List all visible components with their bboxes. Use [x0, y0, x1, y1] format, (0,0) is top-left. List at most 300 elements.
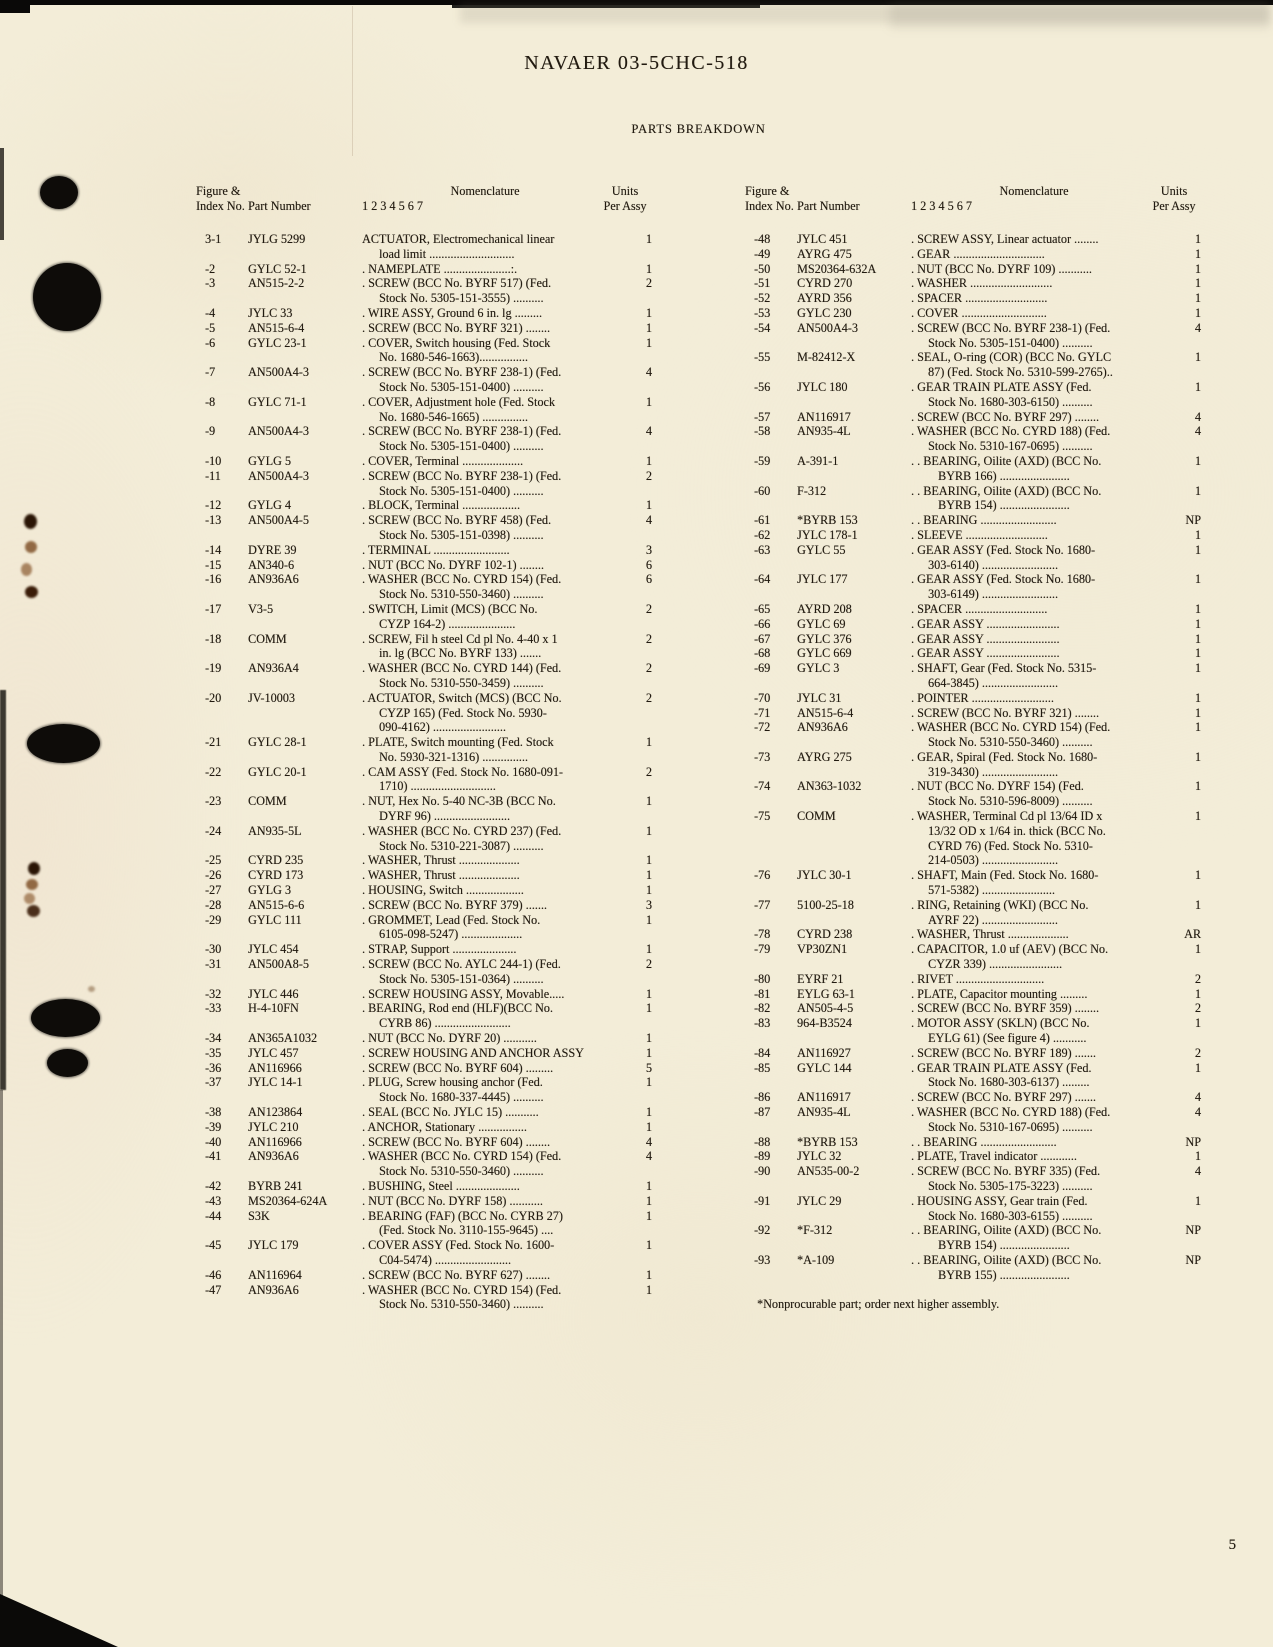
table-row — [196, 454, 652, 469]
nomenclature-line: . COVER, Switch housing (Fed. Stock — [362, 335, 551, 350]
nomenclature-line: . SCREW, Fil h steel Cd pl No. 4-40 x 1 — [362, 631, 558, 646]
nomenclature-cell — [362, 395, 608, 425]
nomenclature-line: . ACTUATOR, Switch (MCS) (BCC No. — [362, 690, 562, 705]
figure-index-cell: -43 — [205, 1193, 222, 1208]
nomenclature-line: . SEAL, O-ring (COR) (BCC No. GYLC — [911, 350, 1112, 365]
table-row — [196, 1268, 652, 1283]
nomenclature-line: . WASHER (BCC No. CYRD 154) (Fed. — [911, 720, 1111, 735]
nomenclature-line: . SCREW (BCC No. BYRF 627) ........ — [362, 1267, 551, 1282]
nomenclature-line: . . BEARING, Oilite (AXD) (BCC No. — [911, 483, 1102, 498]
part-number-cell: GYLC 3 — [797, 661, 840, 676]
table-row — [196, 321, 652, 336]
part-number-cell: AN936A6 — [797, 720, 848, 735]
nomenclature-line: 303-6149) ......................... — [928, 587, 1058, 602]
figure-index-cell: -16 — [205, 572, 222, 587]
table-row — [745, 572, 1205, 602]
part-number-cell: AN935-4L — [797, 424, 851, 439]
figure-index-cell: -82 — [754, 1001, 771, 1016]
figure-index-cell: -48 — [754, 232, 771, 246]
nomenclature-line: in. lg (BCC No. BYRF 133) ....... — [379, 646, 542, 661]
units-cell: NP — [1185, 1252, 1201, 1267]
figure-index-cell: -77 — [754, 897, 771, 912]
units-cell: 4 — [1194, 1105, 1201, 1120]
table-row — [196, 262, 652, 277]
nomenclature-line: Stock No. 5305-151-0364) .......... — [379, 971, 544, 986]
figure-index-cell: -24 — [205, 823, 222, 838]
part-number-cell: GYLC 23-1 — [248, 335, 307, 350]
figure-index-cell: -29 — [205, 912, 222, 927]
part-number-cell: AN500A4-3 — [248, 424, 309, 439]
nomenclature-line: . SHAFT, Gear (Fed. Stock No. 5315- — [911, 661, 1097, 676]
nomenclature-line: . SCREW (BCC No. AYLC 244-1) (Fed. — [362, 957, 561, 972]
nomenclature-line: 87) (Fed. Stock No. 5310-599-2765).. — [928, 365, 1113, 380]
table-header — [196, 184, 652, 214]
nomenclature-cell — [362, 454, 608, 469]
nomenclature-line: CYRD 76) (Fed. Stock No. 5310- — [928, 838, 1093, 853]
figure-index-cell: -41 — [205, 1149, 222, 1164]
table-row — [745, 898, 1205, 928]
units-cell: 1 — [645, 1267, 652, 1282]
figure-index-cell: -3 — [205, 276, 216, 291]
table-row — [196, 395, 652, 425]
table-row — [196, 276, 652, 306]
nomenclature-line: 214-0503) ......................... — [928, 853, 1058, 868]
figure-index-cell: -64 — [754, 572, 771, 587]
part-number-cell: AN123864 — [248, 1105, 303, 1120]
table-row — [745, 484, 1205, 514]
part-number-cell: AYRD 208 — [797, 601, 852, 616]
units-cell: 2 — [645, 601, 652, 616]
figure-index-cell: -87 — [754, 1105, 771, 1120]
units-cell: 1 — [645, 1075, 652, 1090]
nomenclature-line: Stock No. 1680-303-6150) .......... — [928, 394, 1093, 409]
nomenclature-line: . COVER ASSY (Fed. Stock No. 1600- — [362, 1238, 555, 1253]
parts-table-body — [196, 232, 652, 1312]
nomenclature-line: No. 5930-321-1316) ............... — [379, 749, 528, 764]
nomenclature-line: . . BEARING, Oilite (AXD) (BCC No. — [911, 453, 1102, 468]
part-number-cell: JYLC 14-1 — [248, 1075, 303, 1090]
ink-smudge — [24, 893, 35, 904]
scan-edge-left — [0, 1090, 3, 1610]
part-number-cell: JYLC 29 — [797, 1193, 842, 1208]
figure-index-cell: -80 — [754, 971, 771, 986]
table-row — [196, 498, 652, 513]
figure-index-cell: -49 — [754, 246, 771, 261]
part-number-cell: AN363-1032 — [797, 779, 862, 794]
figure-index-cell: -51 — [754, 276, 771, 291]
part-number-cell: GYLC 111 — [248, 912, 302, 927]
figure-index-cell: -56 — [754, 379, 771, 394]
part-number-cell: AYRD 356 — [797, 291, 852, 306]
table-row — [745, 1253, 1205, 1283]
units-cell: 1 — [645, 1208, 652, 1223]
units-cell: 5 — [645, 1060, 652, 1075]
nomenclature-line: . NUT (BCC No. DYRF 20) ........... — [362, 1031, 537, 1046]
figure-index-cell: -32 — [205, 986, 222, 1001]
table-row — [196, 1194, 652, 1209]
part-number-cell: VP30ZN1 — [797, 942, 848, 957]
nomenclature-line: 303-6140) ......................... — [928, 557, 1058, 572]
table-row — [745, 972, 1205, 987]
figure-index-cell: -13 — [205, 513, 222, 528]
units-cell: 6 — [645, 572, 652, 587]
nomenclature-cell — [362, 661, 608, 691]
figure-index-cell: -19 — [205, 661, 222, 676]
figure-index-cell: -85 — [754, 1060, 771, 1075]
nomenclature-cell — [362, 336, 608, 366]
figure-index-cell: -5 — [205, 320, 216, 335]
units-cell: 1 — [1194, 779, 1201, 794]
nomenclature-cell — [362, 1075, 608, 1105]
nomenclature-cell — [362, 1283, 608, 1313]
table-row — [745, 262, 1205, 277]
figure-index-cell: -27 — [205, 883, 222, 898]
nomenclature-line: Stock No. 5310-550-3460) .......... — [379, 1297, 544, 1312]
figure-index-cell: -18 — [205, 631, 222, 646]
table-row — [196, 691, 652, 735]
units-cell: 1 — [1194, 291, 1201, 306]
part-number-cell: GYLG 3 — [248, 883, 291, 898]
nomenclature-line: . HOUSING ASSY, Gear train (Fed. — [911, 1193, 1088, 1208]
nomenclature-cell — [911, 528, 1157, 543]
table-row — [196, 1031, 652, 1046]
part-number-cell: MS20364-632A — [797, 261, 877, 276]
units-cell: 1 — [645, 1105, 652, 1120]
figure-index-cell: -17 — [205, 601, 222, 616]
part-number-cell: CYRD 235 — [248, 853, 304, 868]
nomenclature-cell — [911, 632, 1157, 647]
units-cell: 4 — [645, 424, 652, 439]
figure-index-cell: -40 — [205, 1134, 222, 1149]
units-cell: 4 — [645, 365, 652, 380]
nomenclature-cell — [362, 321, 608, 336]
nomenclature-line: Stock No. 5310-550-3460) .......... — [379, 1164, 544, 1179]
nomenclature-line: . SCREW ASSY, Linear actuator ........ — [911, 232, 1099, 246]
part-number-cell: GYLC 144 — [797, 1060, 852, 1075]
nomenclature-cell — [911, 987, 1157, 1002]
table-row — [745, 1149, 1205, 1164]
part-number-cell: GYLC 28-1 — [248, 735, 307, 750]
table-row — [196, 868, 652, 883]
table-row — [196, 424, 652, 454]
nomenclature-line: . SEAL (BCC No. JYLC 15) ........... — [362, 1105, 539, 1120]
nomenclature-header: Nomenclature 1 2 3 4 5 6 7 — [911, 184, 1069, 213]
nomenclature-line: Stock No. 5305-151-0400) .......... — [379, 439, 544, 454]
part-number-cell: AN935-5L — [248, 823, 302, 838]
nomenclature-line: . SCREW (BCC No. BYRF 379) ....... — [362, 897, 547, 912]
nomenclature-line: . GEAR TRAIN PLATE ASSY (Fed. — [911, 379, 1092, 394]
part-number-cell: *F-312 — [797, 1223, 833, 1238]
nomenclature-line: . CAM ASSY (Fed. Stock No. 1680-091- — [362, 764, 563, 779]
part-number-cell: BYRB 241 — [248, 1179, 303, 1193]
table-row — [196, 1149, 652, 1179]
figure-index-cell: -90 — [754, 1164, 771, 1179]
figure-index-cell: -23 — [205, 794, 222, 809]
nomenclature-cell — [911, 484, 1157, 514]
scan-edge-left — [0, 690, 6, 1090]
table-row — [745, 987, 1205, 1002]
units-cell: 4 — [1194, 1090, 1201, 1105]
units-cell: 6 — [645, 557, 652, 572]
part-number-cell: GYLC 230 — [797, 305, 852, 320]
units-cell: 1 — [645, 1031, 652, 1046]
part-number-header: Part Number — [797, 199, 860, 213]
nomenclature-cell — [911, 306, 1157, 321]
table-row — [196, 913, 652, 943]
nomenclature-line: . WASHER (BCC No. CYRD 144) (Fed. — [362, 661, 562, 676]
scan-noise-top-right — [890, 2, 1270, 28]
nomenclature-cell — [911, 276, 1157, 291]
nomenclature-line: . BEARING (FAF) (BCC No. CYRB 27) — [362, 1208, 563, 1223]
part-number-cell: JYLC 451 — [797, 232, 848, 246]
nomenclature-line: . GEAR .............................. — [911, 246, 1045, 261]
part-number-cell: AN515-6-4 — [248, 320, 305, 335]
figure-index-cell: -8 — [205, 394, 216, 409]
parts-table-body — [745, 232, 1205, 1283]
part-number-cell: AN515-6-4 — [797, 705, 854, 720]
units-cell: 1 — [645, 261, 652, 276]
table-row — [745, 1061, 1205, 1091]
figure-index-cell: -44 — [205, 1208, 222, 1223]
table-row — [196, 987, 652, 1002]
table-row — [745, 350, 1205, 380]
ink-smudge — [25, 541, 37, 553]
units-header: Units Per Assy — [603, 184, 647, 213]
table-row — [745, 513, 1205, 528]
part-number-cell: AN936A6 — [248, 1149, 299, 1164]
footnote: *Nonprocurable part; order next higher assembly. — [757, 1296, 1000, 1311]
table-row — [745, 321, 1205, 351]
nomenclature-cell — [911, 1253, 1157, 1283]
part-number-cell: AN535-00-2 — [797, 1164, 860, 1179]
nomenclature-line: Stock No. 5310-167-0695) .......... — [928, 439, 1093, 454]
part-number-cell: COMM — [248, 631, 287, 646]
part-number-cell: AN505-4-5 — [797, 1001, 854, 1016]
nomenclature-line: . BLOCK, Terminal ................... — [362, 498, 521, 513]
nomenclature-cell — [911, 706, 1157, 721]
nomenclature-line: . NUT (BCC No. DYRF 158) ........... — [362, 1193, 543, 1208]
nomenclature-line: . MOTOR ASSY (SKLN) (BCC No. — [911, 1016, 1090, 1031]
nomenclature-cell — [362, 1061, 608, 1076]
figure-index-cell: -53 — [754, 305, 771, 320]
parts-table-left — [196, 184, 652, 1312]
nomenclature-cell — [362, 824, 608, 854]
units-cell: 1 — [1194, 261, 1201, 276]
hole-punch-mark — [27, 724, 100, 763]
units-cell: 2 — [1194, 1045, 1201, 1060]
nomenclature-line: . NUT (BCC No. DYRF 102-1) ........ — [362, 557, 544, 572]
nomenclature-line: No. 1680-546-1665) ............... — [379, 409, 528, 424]
units-cell: NP — [1185, 1134, 1201, 1149]
part-number-cell: AN500A4-3 — [797, 320, 858, 335]
units-cell: 1 — [645, 453, 652, 468]
table-row — [745, 306, 1205, 321]
figure-index-cell: -79 — [754, 942, 771, 957]
units-cell: 3 — [645, 897, 652, 912]
nomenclature-line: . SCREW (BCC No. BYRF 517) (Fed. — [362, 276, 552, 291]
units-cell: 2 — [645, 764, 652, 779]
nomenclature-line: (Fed. Stock No. 3110-155-9645) .... — [379, 1223, 554, 1238]
nomenclature-line: . SCREW (BCC No. BYRF 604) ........ — [362, 1134, 551, 1149]
units-cell: 1 — [1194, 749, 1201, 764]
ink-smudge — [88, 986, 95, 992]
part-number-cell: EYRF 21 — [797, 971, 844, 986]
nomenclature-cell — [362, 1120, 608, 1135]
table-row — [196, 794, 652, 824]
ink-smudge — [26, 879, 38, 890]
figure-index-cell: -63 — [754, 542, 771, 557]
nomenclature-line: BYRB 154) ....................... — [938, 1238, 1070, 1253]
units-cell: 1 — [1194, 720, 1201, 735]
table-row — [745, 1046, 1205, 1061]
table-row — [196, 1001, 652, 1031]
part-number-cell: JYLG 5299 — [248, 232, 306, 246]
table-row — [745, 276, 1205, 291]
table-row — [745, 454, 1205, 484]
nomenclature-line: Stock No. 5310-221-3087) .......... — [379, 838, 544, 853]
units-cell: 3 — [645, 542, 652, 557]
nomenclature-line: 571-5382) ........................ — [928, 883, 1055, 898]
units-cell: 4 — [645, 1149, 652, 1164]
figure-index-cell: -88 — [754, 1134, 771, 1149]
table-row — [745, 661, 1205, 691]
units-cell: AR — [1184, 927, 1201, 942]
figure-index-cell: -26 — [205, 868, 222, 883]
scan-edge-top-left — [0, 0, 30, 13]
table-row — [196, 824, 652, 854]
hole-punch-mark — [47, 1049, 88, 1077]
nomenclature-cell — [362, 543, 608, 558]
nomenclature-cell — [362, 735, 608, 765]
nomenclature-cell — [911, 232, 1157, 247]
nomenclature-line: . GEAR ASSY (Fed. Stock No. 1680- — [911, 572, 1096, 587]
nomenclature-line: Stock No. 5310-550-3460) .......... — [928, 735, 1093, 750]
table-row — [196, 1283, 652, 1313]
units-cell: 1 — [1194, 379, 1201, 394]
part-number-cell: JYLC 32 — [797, 1149, 842, 1164]
units-cell: 1 — [1194, 897, 1201, 912]
figure-index-header: Figure & Index No. — [196, 184, 245, 213]
nomenclature-line: 090-4162) ........................ — [379, 720, 506, 735]
units-cell: 2 — [645, 661, 652, 676]
figure-index-cell: -21 — [205, 735, 222, 750]
nomenclature-cell — [911, 602, 1157, 617]
nomenclature-line: . SCREW (BCC No. BYRF 238-1) (Fed. — [362, 424, 562, 439]
part-number-cell: JYLC 177 — [797, 572, 848, 587]
nomenclature-line: . SCREW HOUSING AND ANCHOR ASSY — [362, 1045, 584, 1060]
nomenclature-cell — [911, 350, 1157, 380]
table-row — [745, 868, 1205, 898]
table-row — [196, 1105, 652, 1120]
nomenclature-cell — [911, 750, 1157, 780]
units-cell: 1 — [1194, 542, 1201, 557]
units-cell: 1 — [645, 1119, 652, 1134]
figure-index-cell: -30 — [205, 942, 222, 957]
nomenclature-cell — [911, 572, 1157, 602]
nomenclature-line: . . BEARING, Oilite (AXD) (BCC No. — [911, 1223, 1102, 1238]
nomenclature-line: . SHAFT, Main (Fed. Stock No. 1680- — [911, 868, 1099, 883]
figure-index-cell: -57 — [754, 409, 771, 424]
table-row — [745, 424, 1205, 454]
nomenclature-line: . SPACER ........................... — [911, 291, 1048, 306]
nomenclature-cell — [911, 424, 1157, 454]
nomenclature-cell — [911, 1090, 1157, 1105]
nomenclature-cell — [911, 454, 1157, 484]
nomenclature-line: . PLATE, Switch mounting (Fed. Stock — [362, 735, 554, 750]
figure-index-cell: -70 — [754, 690, 771, 705]
units-cell: 1 — [645, 1193, 652, 1208]
part-number-cell: JYLC 454 — [248, 942, 299, 957]
nomenclature-cell — [362, 1268, 608, 1283]
nomenclature-cell — [362, 424, 608, 454]
table-row — [745, 1016, 1205, 1046]
nomenclature-line: Stock No. 1680-303-6155) .......... — [928, 1208, 1093, 1223]
table-row — [745, 927, 1205, 942]
figure-index-cell: -60 — [754, 483, 771, 498]
part-number-cell: GYLC 376 — [797, 631, 852, 646]
part-number-cell: GYLC 52-1 — [248, 261, 307, 276]
figure-index-cell: -67 — [754, 631, 771, 646]
nomenclature-line: . WASHER, Thrust .................... — [911, 927, 1069, 942]
nomenclature-line: . RIVET ............................. — [911, 971, 1045, 986]
doc-number: NAVAER 03-5CHC-518 — [524, 52, 749, 74]
nomenclature-line: . WASHER (BCC No. CYRD 188) (Fed. — [911, 1105, 1111, 1120]
table-row — [745, 750, 1205, 780]
figure-index-cell: -22 — [205, 764, 222, 779]
nomenclature-cell — [362, 558, 608, 573]
nomenclature-line: . SCREW (BCC No. BYRF 238-1) (Fed. — [362, 365, 562, 380]
table-row — [745, 602, 1205, 617]
table-row — [196, 898, 652, 913]
part-number-cell: AYRG 475 — [797, 246, 852, 261]
units-cell: 1 — [1194, 942, 1201, 957]
units-cell: 2 — [645, 276, 652, 291]
units-cell: 1 — [1194, 232, 1201, 246]
part-number-cell: COMM — [248, 794, 287, 809]
part-number-cell: AYRG 275 — [797, 749, 852, 764]
figure-index-cell: -52 — [754, 291, 771, 306]
figure-index-cell: -78 — [754, 927, 771, 942]
units-cell: 1 — [645, 794, 652, 809]
nomenclature-cell — [911, 1223, 1157, 1253]
part-number-cell: AN936A6 — [248, 1282, 299, 1297]
units-cell: 1 — [1194, 661, 1201, 676]
ink-smudge — [24, 514, 37, 529]
nomenclature-cell — [911, 321, 1157, 351]
nomenclature-cell — [911, 661, 1157, 691]
table-row — [745, 1194, 1205, 1224]
units-cell: 1 — [1194, 690, 1201, 705]
units-cell: 1 — [1194, 453, 1201, 468]
nomenclature-line: . SWITCH, Limit (MCS) (BCC No. — [362, 601, 538, 616]
nomenclature-cell — [911, 779, 1157, 809]
nomenclature-cell — [911, 410, 1157, 425]
nomenclature-cell — [362, 1238, 608, 1268]
nomenclature-cell — [911, 1149, 1157, 1164]
nomenclature-line: . NUT (BCC No. DYRF 154) (Fed. — [911, 779, 1084, 794]
figure-index-cell: -28 — [205, 897, 222, 912]
nomenclature-line: . WASHER, Thrust .................... — [362, 868, 520, 883]
units-cell: 1 — [645, 942, 652, 957]
nomenclature-line: . SCREW (BCC No. BYRF 297) ........ — [911, 409, 1100, 424]
nomenclature-cell — [911, 1061, 1157, 1091]
table-row — [196, 1209, 652, 1239]
figure-index-cell: -69 — [754, 661, 771, 676]
table-row — [745, 1090, 1205, 1105]
nomenclature-line: ACTUATOR, Electromechanical linear — [362, 232, 555, 246]
nomenclature-cell — [362, 498, 608, 513]
nomenclature-line: . COVER, Adjustment hole (Fed. Stock — [362, 394, 555, 409]
